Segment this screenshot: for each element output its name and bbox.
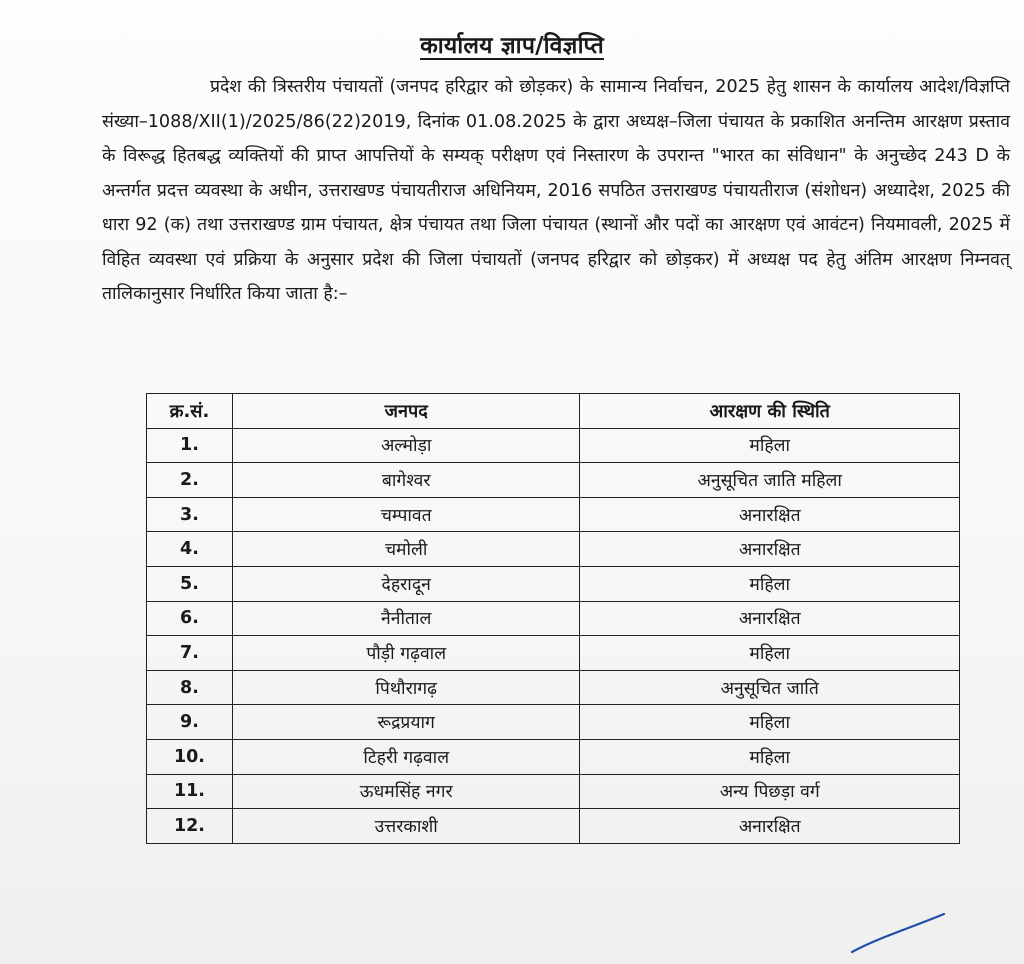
order-paragraph: प्रदेश की त्रिस्तरीय पंचायतों (जनपद हरिद्वार को छोड़कर) के सामान्य निर्वाचन, 2025 हेतु शासन के कार्यालय आदेश/विज्ञप्ति संख्या–1088/XII(1)/2025/86(22)2019, दिनांक 01.08.2025 के द्वारा अध्यक्ष–जिला पंचायत के प्रकाशित अनन्तिम आरक्षण प्रस्ताव के विरूद्ध हितबद्ध व्यक्तियों की प्राप्त आपत्तियों के सम्यक् परीक्षण एवं निस्तारण के उपरान्त "भारत का संविधान" के अनुच्छेद 243 D के अन्तर्गत प्रदत्त व्यवस्था के अधीन, उत्तराखण्ड पंचायतीराज अधिनियम, 2016 सपठित उत्तराखण्ड पंचायतीराज (संशोधन) अध्यादेश, 2025 की धारा 92 (क) तथा उत्तराखण्ड ग्राम पंचायत, क्षेत्र पंचायत तथा जिला पंचायत (स्थानों और पदों का आरक्षण एवं आवंटन) नियमावली, 2025 में विहित व्यवस्था एवं प्रक्रिया के अनुसार प्रदेश की जिला पंचायतों (जनपद हरिद्वार को छोड़कर) में अध्यक्ष पद हेतु अंतिम आरक्षण निम्नवत् तालिकानुसार निर्धारित किया जाता है:–	[102, 77, 1010, 304]
status-cell: अनारक्षित	[580, 601, 960, 636]
reservation-table	[146, 393, 960, 844]
district-cell: उत्तरकाशी	[232, 809, 580, 844]
table-row	[147, 739, 960, 774]
table-header-row	[147, 394, 960, 429]
serial-cell: 5.	[147, 566, 233, 601]
table-row	[147, 774, 960, 809]
district-cell: नैनीताल	[232, 601, 580, 636]
table-row	[147, 705, 960, 740]
district-cell: अल्मोड़ा	[232, 428, 580, 463]
table-row	[147, 428, 960, 463]
district-cell: पिथौरागढ़	[232, 670, 580, 705]
status-cell: अनुसूचित जाति महिला	[580, 463, 960, 498]
district-cell: चम्पावत	[232, 497, 580, 532]
status-cell: महिला	[580, 636, 960, 671]
serial-cell: 9.	[147, 705, 233, 740]
serial-cell: 1.	[147, 428, 233, 463]
table-row	[147, 566, 960, 601]
serial-cell: 11.	[147, 774, 233, 809]
serial-cell: 2.	[147, 463, 233, 498]
document-heading	[0, 28, 1024, 60]
status-cell: महिला	[580, 705, 960, 740]
serial-cell: 10.	[147, 739, 233, 774]
serial-cell: 7.	[147, 636, 233, 671]
table-row	[147, 463, 960, 498]
district-cell: टिहरी गढ़वाल	[232, 739, 580, 774]
district-cell: रूद्रप्रयाग	[232, 705, 580, 740]
status-cell: महिला	[580, 428, 960, 463]
status-cell: महिला	[580, 739, 960, 774]
table-row	[147, 497, 960, 532]
table-row	[147, 636, 960, 671]
district-cell: बागेश्वर	[232, 463, 580, 498]
status-cell: अन्य पिछड़ा वर्ग	[580, 774, 960, 809]
serial-cell: 12.	[147, 809, 233, 844]
status-cell: अनुसूचित जाति	[580, 670, 960, 705]
signature-stroke-icon	[848, 908, 948, 958]
table-row	[147, 809, 960, 844]
serial-cell: 8.	[147, 670, 233, 705]
status-cell: अनारक्षित	[580, 809, 960, 844]
header-status: आरक्षण की स्थिति	[580, 394, 960, 429]
serial-cell: 4.	[147, 532, 233, 567]
district-cell: देहरादून	[232, 566, 580, 601]
serial-cell: 6.	[147, 601, 233, 636]
serial-cell: 3.	[147, 497, 233, 532]
status-cell: महिला	[580, 566, 960, 601]
table-row	[147, 670, 960, 705]
table-row	[147, 601, 960, 636]
district-cell: चमोली	[232, 532, 580, 567]
status-cell: अनारक्षित	[580, 497, 960, 532]
table-row	[147, 532, 960, 567]
heading-text: कार्यालय ज्ञाप/विज्ञप्ति	[420, 33, 604, 59]
district-cell: ऊधमसिंह नगर	[232, 774, 580, 809]
district-cell: पौड़ी गढ़वाल	[232, 636, 580, 671]
header-serial: क्र.सं.	[147, 394, 233, 429]
status-cell: अनारक्षित	[580, 532, 960, 567]
header-district: जनपद	[232, 394, 580, 429]
